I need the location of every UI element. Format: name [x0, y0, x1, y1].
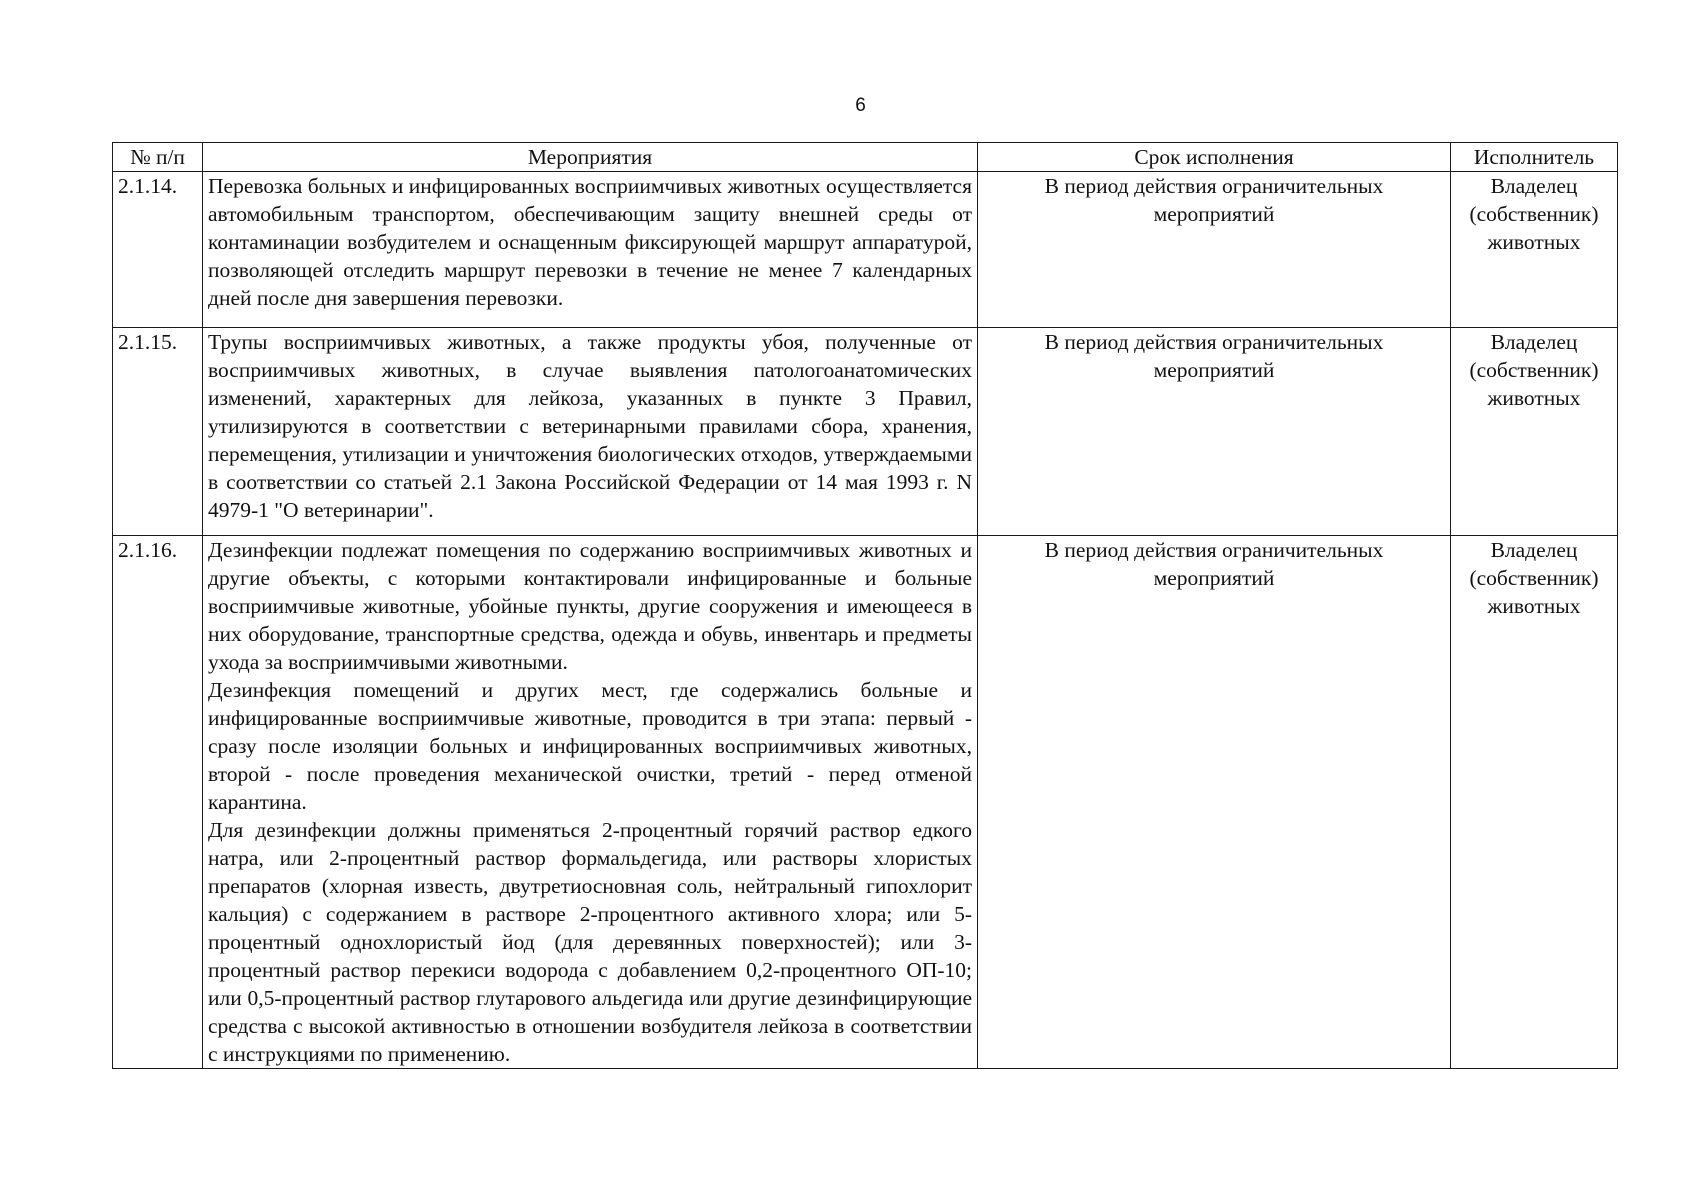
header-num: № п/п — [113, 143, 203, 172]
header-executor: Исполнитель — [1451, 143, 1618, 172]
header-activity: Мероприятия — [203, 143, 978, 172]
row-executor — [1451, 536, 1618, 1069]
activity-paragraph: Перевозка больных и инфицированных восприимчивых животных осуществляется автомобильным транспортом, обеспечивающим защиту внешней среды от контаминации возбудителем и оснащенным фиксирующей маршрут аппаратурой, позволяющей отследить маршрут перевозки в течение не менее 7 календарных дней после дня завершения перевозки. — [208, 174, 972, 310]
row-term — [978, 536, 1451, 1069]
row-term — [978, 328, 1451, 536]
header-term: Срок исполнения — [978, 143, 1451, 172]
executor-text: Владелец (собственник) животных — [1469, 538, 1599, 618]
activity-paragraph: Для дезинфекции должны применяться 2-процентный горячий раствор едкого натра, или 2-процентный раствор формальдегида, или растворы хлористых препаратов (хлорная известь, двутретиосновная соль, нейтральный гипохлорит кальция) с содержанием в растворе 2-процентного активного хлора; или 5-процентный однохлористый йод (для деревянных поверхностей); или 3-процентный раствор перекиси водорода с добавлением 0,2-процентного ОП-10; или 0,5-процентный раствор глутарового альдегида или другие дезинфицирующие средства с высокой активностью в отношении возбудителя лейкоза в соответствии с инструкциями по применению. — [208, 818, 972, 1066]
term-text: В период действия ограничительных мероприятий — [1044, 538, 1384, 590]
table-row — [113, 172, 1618, 328]
term-text: В период действия ограничительных мероприятий — [1044, 174, 1384, 226]
activity-paragraph: Дезинфекции подлежат помещения по содержанию восприимчивых животных и другие объекты, с которыми контактировали инфицированные и больные восприимчивые животные, убойные пункты, другие сооружения и имеющееся в них оборудование, транспортные средства, одежда и обувь, инвентарь и предметы ухода за восприимчивыми животными. — [208, 538, 972, 674]
table-header-row — [113, 143, 1618, 172]
table-row — [113, 536, 1618, 1069]
executor-text: Владелец (собственник) животных — [1469, 174, 1599, 254]
executor-text: Владелец (собственник) животных — [1469, 330, 1599, 410]
activity-paragraph: Дезинфекция помещений и других мест, где содержались больные и инфицированные восприимчивые животные, проводится в три этапа: первый - сразу после изоляции больных и инфицированных восприимчивых животных, второй - после проведения механической очистки, третий - перед отменой карантина. — [208, 678, 972, 814]
measures-table — [112, 142, 1618, 1069]
row-term — [978, 172, 1451, 328]
row-number: 2.1.16. — [113, 536, 203, 1069]
activity-paragraph: Трупы восприимчивых животных, а также продукты убоя, полученные от восприимчивых животных, в случае выявления патологоанатомических изменений, характерных для лейкоза, указанных в пункте 3 Правил, утилизируются в соответствии с ветеринарными правилами сбора, хранения, перемещения, утилизации и уничтожения биологических отходов, утверждаемыми в соответствии со статьей 2.1 Закона Российской Федерации от 14 мая 1993 г. N 4979-1 "О ветеринарии". — [208, 330, 972, 522]
row-activity — [203, 172, 978, 328]
row-executor — [1451, 328, 1618, 536]
row-number: 2.1.15. — [113, 328, 203, 536]
page-number: 6 — [855, 95, 866, 116]
row-number: 2.1.14. — [113, 172, 203, 328]
term-text: В период действия ограничительных мероприятий — [1044, 330, 1384, 382]
row-executor — [1451, 172, 1618, 328]
table-row — [113, 328, 1618, 536]
row-activity — [203, 536, 978, 1069]
row-activity — [203, 328, 978, 536]
